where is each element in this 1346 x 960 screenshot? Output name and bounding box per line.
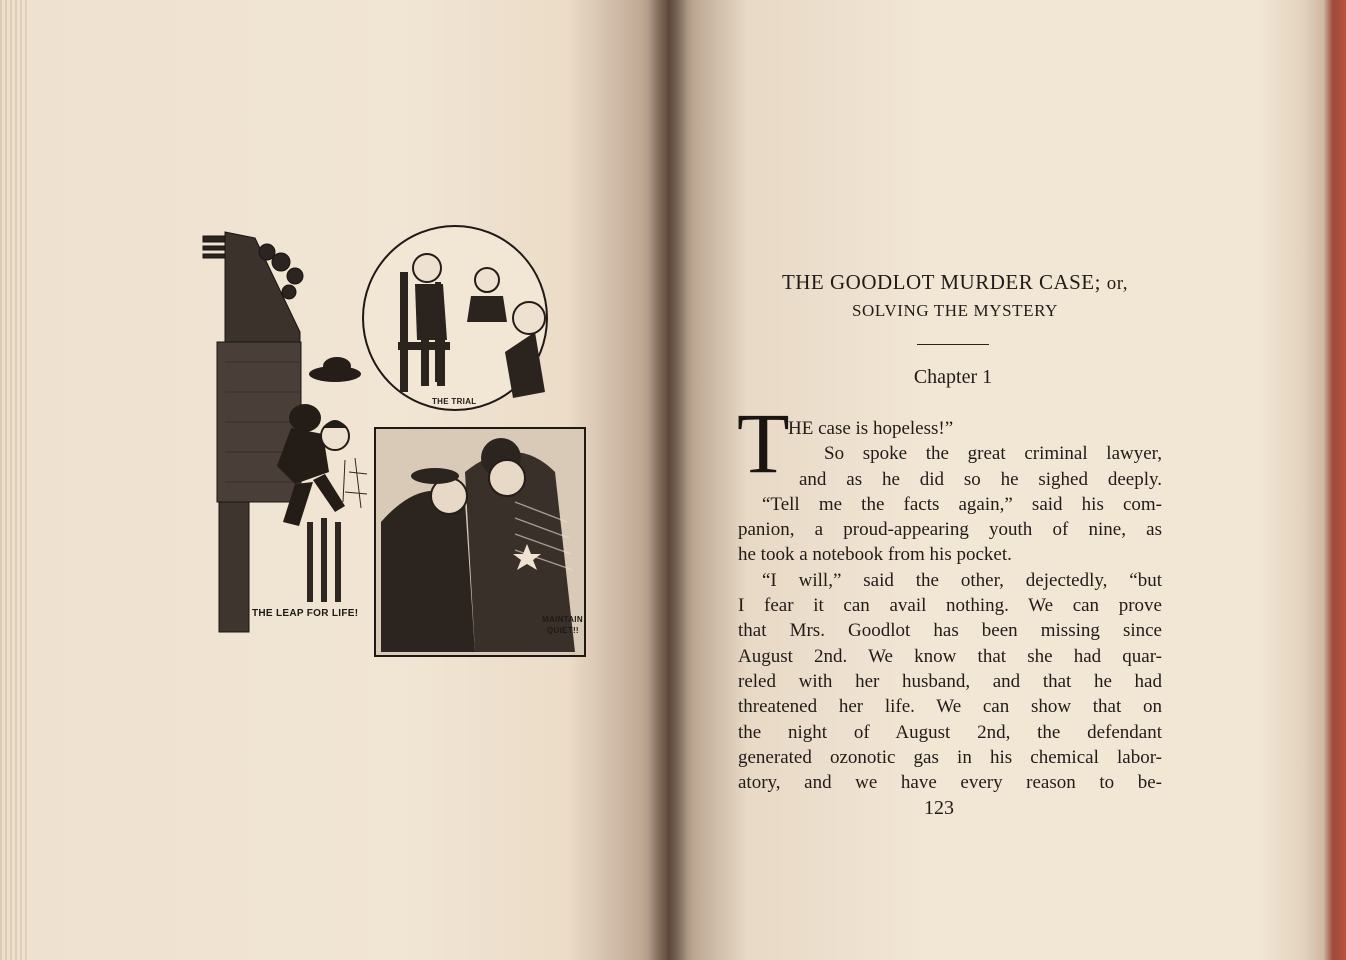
text-line: that Mrs. Goodlot has been missing since — [738, 620, 1162, 642]
text-line: HE case is hopeless!” — [788, 418, 954, 439]
text-line: August 2nd. We know that she had quar- — [738, 645, 1162, 667]
text-line: threatened her life. We can show that on — [738, 696, 1162, 718]
text-line: generated ozonotic gas in his chemical labor- — [738, 746, 1162, 768]
chapter-title-block — [745, 270, 1165, 321]
caption-quiet: QUIET!! — [547, 626, 579, 635]
text-line: “Tell me the facts again,” said his com- — [762, 493, 1162, 515]
book-cover-edge — [1324, 0, 1346, 960]
book-subtitle: SOLVING THE MYSTERY — [852, 301, 1058, 320]
drop-cap: T — [737, 395, 790, 491]
text-line: panion, a proud-appearing youth of nine, as — [738, 519, 1162, 541]
text-line: he took a notebook from his pocket. — [738, 544, 1012, 566]
text-line: “I will,” said the other, dejectedly, “but — [762, 569, 1162, 591]
text-line: and as he did so he sighed deeply. — [799, 468, 1162, 490]
title-suffix: or, — [1106, 273, 1129, 294]
page-number: 123 — [924, 797, 954, 819]
text-line: atory, and we have every reason to be- — [738, 772, 1162, 794]
chapter-heading: Chapter 1 — [913, 366, 993, 388]
title-rule — [917, 344, 989, 345]
title-text: THE GOODLOT MURDER CASE; — [781, 270, 1101, 294]
caption-maintain: MAINTAIN — [542, 615, 583, 624]
text-line: the night of August 2nd, the defendant — [738, 721, 1162, 743]
book-title — [745, 270, 1165, 295]
text-line: So spoke the great criminal lawyer, — [824, 443, 1162, 465]
body-text — [738, 416, 1162, 795]
book-gutter — [648, 0, 688, 960]
text-line: I fear it can avail nothing. We can prove — [738, 595, 1162, 617]
text-line: reled with her husband, and that he had — [738, 670, 1162, 692]
caption-the-trial: THE TRIAL — [432, 397, 477, 406]
caption-leap-for-life: THE LEAP FOR LIFE! — [252, 608, 359, 619]
